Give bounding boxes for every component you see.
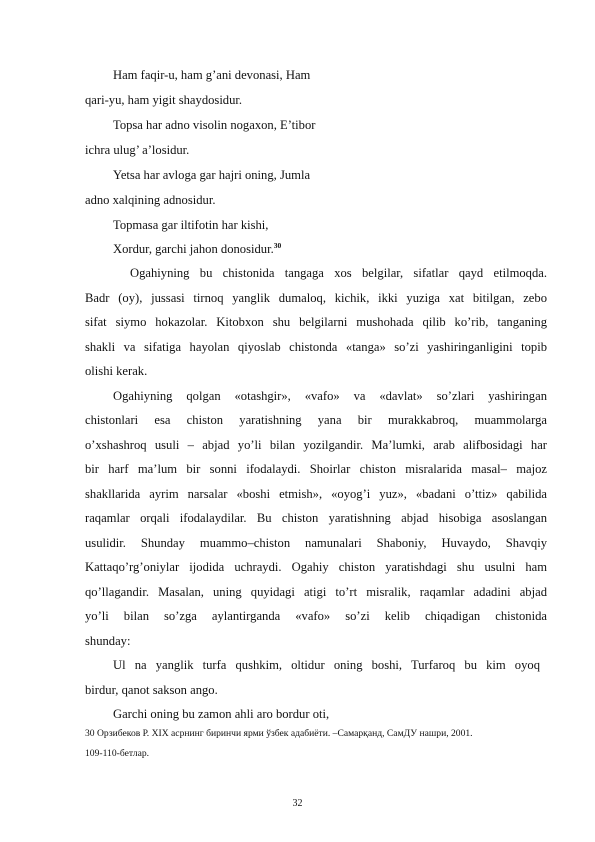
paragraph-2-line-4: bir harf ma’lum bir sonni ifodalaydi. Shoirlar chiston misralarida masal– majoz: [85, 462, 547, 476]
poem2-line-3: Garchi oning bu zamon ahli aro bordur oti,: [113, 707, 330, 721]
paragraph-2-line-2: chistonlari esa chiston yaratishning yana bir murakkabroq, muammolarga: [85, 413, 547, 427]
paragraph-1-line-2: Badr (oy), jussasi tirnoq yanglik dumaloq, kichik, ikki yuziga xat bitilgan, zebo: [85, 291, 547, 305]
poem-line-3: Topsa har adno visolin nogaxon, E’tibor: [113, 118, 316, 132]
paragraph-1-line-1: Ogahiyning bu chistonida tangaga xos belgilar, sifatlar qayd etilmoqda.: [130, 266, 547, 280]
footnote-reference[interactable]: 30: [273, 240, 282, 250]
poem-line-7: Topmasa gar iltifotin har kishi,: [113, 218, 269, 232]
paragraph-2-line-3: o’xshashroq usuli – abjad yo’li bilan yozilgandir. Ma’lumki, arab alifbosidagi har: [85, 438, 547, 452]
paragraph-2-line-5: shakllarida ayrim narsalar «boshi etmish», «oyog’i yuz», «badani o’ttiz» qabilida: [85, 487, 547, 501]
poem-line-8-text: Xordur, garchi jahon donosidur.: [113, 242, 274, 256]
paragraph-2-line-6: raqamlar orqali ifodalaydilar. Bu chiston yaratishning abjad hisobiga asoslangan: [85, 511, 547, 525]
poem-line-6: adno xalqining adnosidur.: [85, 193, 216, 207]
paragraph-2-line-9: qo’llagandir. Masalan, uning quyidagi atigi to’rt misralik, raqamlar adadini abjad: [85, 585, 547, 599]
poem-line-1: Ham faqir-u, ham g’ani devonasi, Ham: [113, 68, 311, 82]
paragraph-2-line-10: yo’li bilan so’zga aylantirganda «vafo» so’zi kelib chiqadigan chistonida: [85, 609, 547, 623]
paragraph-2-line-8: Kattaqo’rg’oniylar ijodida uchraydi. Ogahiy chiston yaratishdagi shu usulni ham: [85, 560, 547, 574]
paragraph-1-line-3: sifat siymo hokazolar. Kitobxon shu belgilarni mushohada qilib ko’rib, tanganing: [85, 315, 547, 329]
poem-line-5: Yetsa har avloga gar hajri oning, Jumla: [113, 168, 311, 182]
poem-line-2: qari-yu, ham yigit shaydosidur.: [85, 93, 243, 107]
poem2-line-2: birdur, qanot sakson ango.: [85, 683, 218, 697]
paragraph-1-line-4: shakli va sifatiga hayolan qiyoslab chistonda «tanga» so’zi yashiringanligini topib: [85, 340, 547, 354]
paragraph-2-line-7: usulidir. Shunday muammo–chiston namunalari Shaboniy, Huvaydo, Shavqiy: [85, 536, 547, 550]
poem-line-8: [113, 241, 281, 257]
paragraph-2-line-1: Ogahiyning qolgan «otashgir», «vafo» va «davlat» so’zlari yashiringan: [113, 389, 547, 403]
paragraph-1-line-5: olishi kerak.: [85, 364, 148, 378]
poem2-line-1: Ul na yanglik turfa qushkim, oltidur oning boshi, Turfaroq bu kim oyoq: [113, 658, 540, 672]
poem-line-4: ichra ulug’ a’losidur.: [85, 143, 190, 157]
page-number: 32: [292, 798, 303, 809]
paragraph-2-line-11: shunday:: [85, 634, 131, 648]
footnote-line-1: 30 Орзибеков Р. XIX асрнинг биринчи ярми ўзбек адабиёти. –Самарқанд, СамДУ нашри, 2001.: [85, 728, 473, 739]
footnote-line-2: 109-110-бетлар.: [85, 748, 150, 759]
